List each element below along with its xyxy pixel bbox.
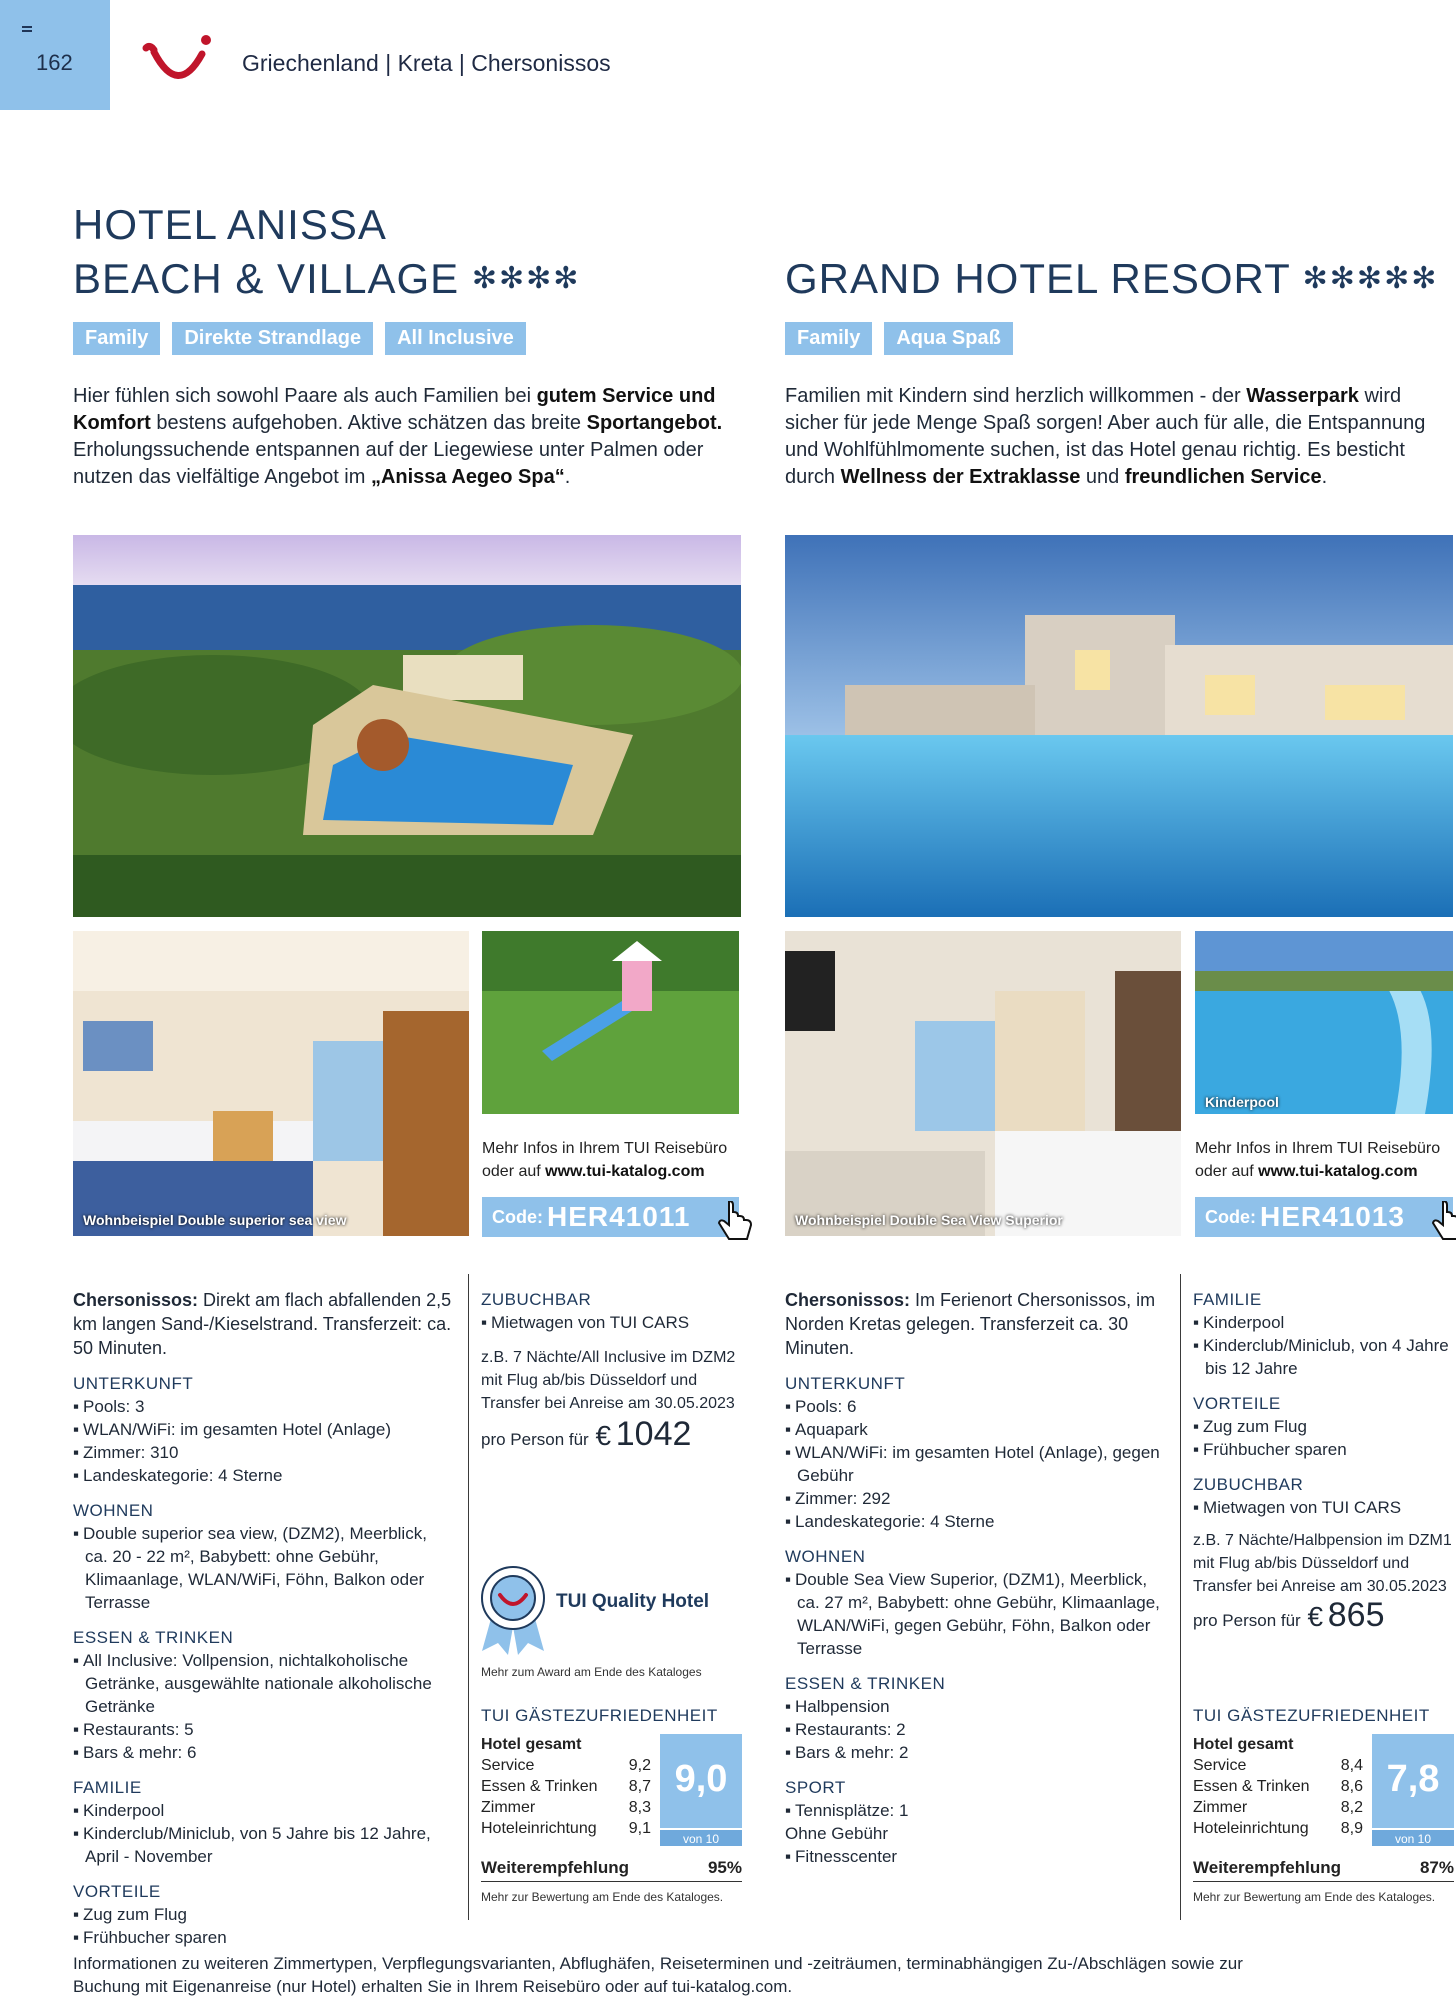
fact-item: ▪ Mietwagen von TUI CARS [1193,1496,1453,1519]
rating-row [481,1797,651,1818]
right-hotel-header [785,252,1455,491]
menu-tick [22,30,32,32]
hotel-title-line2: BEACH & VILLAGE [73,255,460,302]
recommendation [1193,1858,1454,1882]
page-number: 162 [36,50,73,75]
intro-text: . [564,466,571,488]
tag-list [785,322,1455,355]
kids-pool-photo [1195,931,1453,1114]
section-title: VORTEILE [73,1882,161,1901]
rating-body [1193,1734,1454,1846]
rating-row [1193,1797,1363,1818]
section-title: WOHNEN [785,1547,866,1566]
fact-item: ▪ Restaurants: 5 [73,1718,453,1741]
fact-item: ▪ Pools: 3 [73,1395,453,1418]
rating-row [481,1776,651,1797]
hotel-title [73,198,743,306]
location-desc: Direkt am flach abfallenden 2,5 km langen Sand-/Kieselstrand. Transferzeit: ca. 50 Minuten. [73,1290,452,1358]
quality-label: TUI Quality Hotel [556,1591,710,1612]
rating-row [1193,1818,1363,1839]
rating-value: 9,2 [628,1757,651,1774]
booking-code[interactable] [1195,1197,1453,1237]
recommend-value: 87% [1419,1858,1454,1877]
score-value: 7,8 [1386,1758,1440,1800]
rating-value: 8,2 [1340,1799,1363,1816]
fact-item: ▪ Fitnesscenter [785,1845,1165,1868]
price [481,1415,751,1453]
more-info-line: Mehr Infos in Ihrem TUI Reisebüro [482,1140,728,1157]
catalog-link[interactable]: www.tui-katalog.com [1258,1163,1418,1180]
score-scale: von 10 [660,1828,742,1846]
left-hotel-header [73,198,743,491]
guest-rating [481,1706,742,1904]
recommend-value: 95% [707,1858,742,1877]
score-value: 9,0 [674,1758,728,1800]
fact-item: ▪ Halbpension [785,1695,1165,1718]
offer-text: z.B. 7 Nächte/Halbpension im DZM1 mit Flug ab/bis Düsseldorf und Transfer bei Anreise am 30.05.2023 [1193,1532,1452,1595]
more-info-line: Mehr Infos in Ihrem TUI Reisebüro [1195,1140,1441,1157]
rating-label: Hoteleinrichtung [1193,1820,1309,1837]
section-title: ESSEN & TRINKEN [73,1628,234,1647]
section-title: FAMILIE [1193,1290,1262,1309]
star-rating-icon: ✻✻✻✻ [471,262,581,295]
hotel-title-line1: GRAND HOTEL RESORT [785,255,1290,302]
fact-item: ▪ Kinderclub/Miniclub, von 5 Jahre bis 12 Jahre, April - November [73,1822,453,1868]
section-title: UNTERKUNFT [73,1374,194,1393]
rating-title: TUI GÄSTEZUFRIEDENHEIT [481,1706,718,1725]
rating-label: Service [481,1757,535,1774]
intro-text: Erholungssuchende entspannen auf der Liegewiese unter Palmen oder nutzen das vielfältige Angebot im [73,439,704,488]
room-photo [785,931,1181,1236]
playground-photo [482,931,739,1114]
intro-bold: freundlichen Service [1124,466,1322,488]
more-info [482,1137,752,1183]
tui-logo [142,28,222,92]
section-title: WOHNEN [73,1501,154,1520]
offer-box [481,1288,751,1451]
fact-item: ▪ Double superior sea view, (DZM2), Meerblick, ca. 20 - 22 m², Babybett: ohne Gebühr, Klimaanlage, WLAN/WiFi, Föhn, Balkon oder Terrasse [73,1522,453,1614]
fact-item: ▪ Bars & mehr: 6 [73,1741,453,1764]
rating-label: Hoteleinrichtung [481,1820,597,1837]
fact-item: ▪ Pools: 6 [785,1395,1165,1418]
hotel-photo-resort [73,535,741,917]
more-info-text: oder auf [482,1163,546,1180]
price-label: pro Person für [1193,1611,1306,1630]
rating-rows [1193,1734,1363,1839]
fact-item: ▪ Tennisplätze: 1 [785,1799,1165,1822]
rating-value: 8,9 [1340,1820,1363,1837]
fact-item: ▪ Mietwagen von TUI CARS [481,1311,751,1334]
intro-text: und [1080,466,1125,488]
recommend-label: Weiterempfehlung [1193,1858,1341,1877]
rating-row [1193,1755,1363,1776]
offer-text: z.B. 7 Nächte/All Inclusive im DZM2 mit Flug ab/bis Düsseldorf und Transfer bei Anreise am 30.05.2023 [481,1349,736,1412]
rating-note: Mehr zur Bewertung am Ende des Kataloges. [1193,1890,1436,1904]
quality-award-icon [478,1565,548,1655]
column-divider [1180,1274,1181,1920]
intro-bold: Wellness der Extraklasse [840,466,1081,488]
rating-rows [481,1734,651,1839]
score-scale: von 10 [1372,1828,1454,1846]
fact-item: ▪ Zug zum Flug [73,1903,453,1926]
intro-bold: Wasserpark [1246,385,1359,407]
section-title: VORTEILE [1193,1394,1281,1413]
catalog-link[interactable]: www.tui-katalog.com [545,1163,705,1180]
fact-item: ▪ WLAN/WiFi: im gesamten Hotel (Anlage) [73,1418,453,1441]
rating-value: 8,7 [628,1778,651,1795]
location-text [73,1288,453,1360]
more-info-line [482,1160,752,1183]
rating-value: 9,1 [628,1820,651,1837]
tag-family: Family [785,322,872,355]
rating-head: Hotel gesamt [481,1736,582,1753]
rating-label: Essen & Trinken [481,1778,598,1795]
section-title: UNTERKUNFT [785,1374,906,1393]
pointer-hand-icon [1429,1201,1456,1245]
tag-beach: Direkte Strandlage [172,322,373,355]
room-photo [73,931,469,1236]
fact-item: ▪ Kinderclub/Miniclub, von 4 Jahre bis 12 Jahre [1193,1334,1453,1380]
fact-item: ▪ WLAN/WiFi: im gesamten Hotel (Anlage), gegen Gebühr [785,1441,1165,1487]
more-info [1195,1137,1456,1183]
hotel-intro [785,383,1445,491]
footer-note: Informationen zu weiteren Zimmertypen, Verpflegungsvarianten, Abflughäfen, Reiseterminen und -zeiträumen, terminabhängigen Zu-/Abschlägen sowie zur Buchung mit Eigenanreise (nur Hotel) erhalten Sie in Ihrem Reisebüro oder auf tui-katalog.com. [73,1954,1243,1996]
tag-aqua: Aqua Spaß [884,322,1012,355]
location-label: Chersonissos: [73,1290,199,1310]
tag-all-inclusive: All Inclusive [385,322,526,355]
section-title: SPORT [785,1778,846,1797]
rating-value: 8,6 [1340,1778,1363,1795]
tag-list [73,322,743,355]
fact-item: ▪ Frühbucher sparen [1193,1438,1453,1461]
quality-badge [478,1565,748,1655]
rating-label: Service [1193,1757,1247,1774]
intro-bold: gutem Service und Komfort [73,385,716,434]
fact-item: ▪ Zimmer: 310 [73,1441,453,1464]
hotel-photo-resort [785,535,1453,917]
rating-label: Essen & Trinken [1193,1778,1310,1795]
rating-note: Mehr zur Bewertung am Ende des Kataloges. [481,1890,724,1904]
fact-item: ▪ Landeskategorie: 4 Sterne [73,1464,453,1487]
intro-bold: Sportangebot. [586,412,723,434]
booking-code[interactable] [482,1197,739,1237]
section-title: FAMILIE [73,1778,142,1797]
hotel-title [785,252,1455,306]
score-box [660,1734,742,1846]
fact-item: ▪ Bars & mehr: 2 [785,1741,1165,1764]
intro-bold: „Anissa Aegeo Spa“ [370,466,565,488]
more-info-text: oder auf [1195,1163,1259,1180]
star-rating-icon: ✻✻✻✻✻ [1302,262,1439,295]
intro-text: Hier fühlen sich sowohl Paare als auch Familien bei [73,385,537,407]
breadcrumb: Griechenland | Kreta | Chersonissos [242,50,611,76]
score-box [1372,1734,1454,1846]
price-value: 1042 [615,1415,692,1453]
location-label: Chersonissos: [785,1290,911,1310]
fact-item: ▪ Aquapark [785,1418,1165,1441]
rating-label: Zimmer [1193,1799,1248,1816]
fact-item: ▪ Zimmer: 292 [785,1487,1165,1510]
fact-item: ▪ Double Sea View Superior, (DZM1), Meerblick, ca. 27 m², Babybett: ohne Gebühr, Klimaanlage, WLAN/WiFi, gegen Gebühr, Föhn, Balkon oder Terrasse [785,1568,1165,1660]
intro-text: Familien mit Kindern sind herzlich willkommen - der [785,385,1247,407]
fact-item: ▪ Landeskategorie: 4 Sterne [785,1510,1165,1533]
rating-row [481,1818,651,1839]
price-currency: € [595,1420,612,1451]
intro-text: wird sicher für jede Menge Spaß sorgen! Aber auch für alle, die Entspannung und Wohlfühlmomente suchen, ist das Hotel genau richtig. Es besticht durch [785,385,1426,488]
page-number-box [0,0,110,110]
rating-row [1193,1776,1363,1797]
fact-item: ▪ Kinderpool [73,1799,453,1822]
rating-label: Zimmer [481,1799,536,1816]
hotel-facts [785,1288,1165,1868]
code-label: Code: [492,1206,543,1227]
section-title: ZUBUCHBAR [481,1290,592,1309]
fact-text: Ohne Gebühr [785,1824,889,1843]
section-title: ESSEN & TRINKEN [785,1674,946,1693]
recommendation [481,1858,742,1882]
hotel-facts [73,1288,453,1949]
rating-value: 8,3 [628,1799,651,1816]
award-note: Mehr zum Award am Ende des Kataloges [481,1665,702,1679]
menu-tick [22,26,32,28]
intro-text: . [1321,466,1328,488]
offer-box [1193,1288,1453,1632]
rating-row [481,1755,651,1776]
rating-body [481,1734,742,1846]
fact-item: ▪ All Inclusive: Vollpension, nichtalkoholische Getränke, ausgewählte nationale alkoholische Getränke [73,1649,453,1718]
tag-family: Family [73,322,160,355]
price-label: pro Person für [481,1430,594,1449]
price [1193,1596,1453,1634]
photo-caption: Wohnbeispiel Double Sea View Superior [795,1212,1063,1228]
rating-title: TUI GÄSTEZUFRIEDENHEIT [1193,1706,1430,1725]
code-value: HER41011 [547,1201,691,1232]
rating-head: Hotel gesamt [1193,1736,1294,1753]
code-label: Code: [1205,1206,1256,1227]
fact-item: ▪ Restaurants: 2 [785,1718,1165,1741]
pointer-hand-icon [715,1201,755,1245]
fact-item: ▪ Kinderpool [1193,1311,1453,1334]
location-desc: Im Ferienort Chersonissos, im Norden Kretas gelegen. Transferzeit ca. 30 Minuten. [785,1290,1156,1358]
fact-item: ▪ Frühbucher sparen [73,1926,453,1949]
recommend-label: Weiterempfehlung [481,1858,629,1877]
section-title: ZUBUCHBAR [1193,1475,1304,1494]
fact-item: ▪ Zug zum Flug [1193,1415,1453,1438]
photo-caption: Wohnbeispiel Double superior sea view [83,1212,347,1228]
more-info-line [1195,1160,1456,1183]
column-divider [468,1274,469,1920]
rating-value: 8,4 [1340,1757,1363,1774]
hotel-title-line1: HOTEL ANISSA [73,201,387,248]
intro-text: bestens aufgehoben. Aktive schätzen das breite [150,412,587,434]
photo-caption: Kinderpool [1205,1094,1279,1110]
price-currency: € [1307,1601,1324,1632]
code-value: HER41013 [1260,1201,1405,1232]
price-value: 865 [1327,1596,1385,1634]
hotel-intro [73,383,733,491]
guest-rating [1193,1706,1454,1904]
location-text [785,1288,1165,1360]
